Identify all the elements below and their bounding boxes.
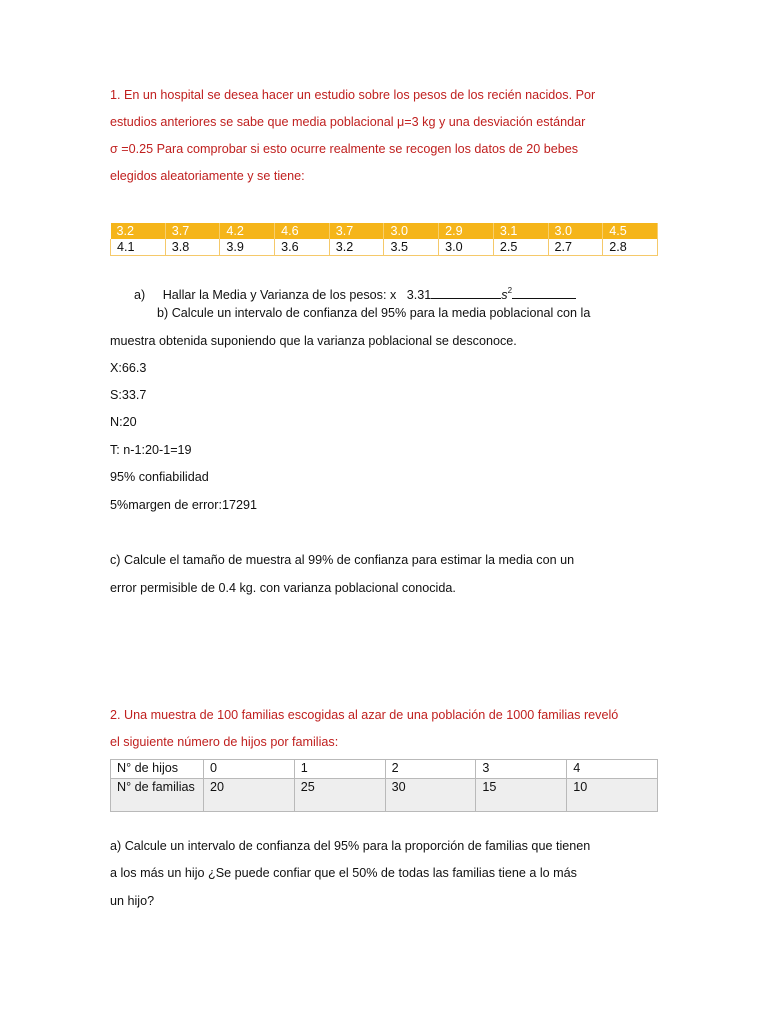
work-line-n: N:20 [110, 415, 137, 429]
part-b-line-1: b) Calcule un intervalo de confianza del 95% para la media poblacional con la [157, 306, 591, 320]
table-cell: 1 [294, 760, 385, 779]
table-cell: 30 [385, 779, 476, 812]
part-a-text: Hallar la Media y Varianza de los pesos: x [162, 288, 397, 302]
table-cell: 25 [294, 779, 385, 812]
table-cell: 3.2 [329, 239, 384, 256]
table-cell: 4.1 [111, 239, 166, 256]
table-cell: 4.6 [275, 223, 330, 239]
work-line-confidence: 95% confiabilidad [110, 470, 209, 484]
p2-part-a-line-1: a) Calcule un intervalo de confianza del 95% para la proporción de familias que tienen [110, 839, 591, 853]
table-cell: 20 [204, 779, 295, 812]
table-row [111, 223, 658, 239]
table-row [111, 779, 658, 812]
table-cell: 3 [476, 760, 567, 779]
table-cell: 3.5 [384, 239, 439, 256]
table-cell: 3.8 [165, 239, 220, 256]
table-cell: 4 [567, 760, 658, 779]
table-cell: 4.2 [220, 223, 275, 239]
variance-exponent: 2 [507, 286, 513, 295]
table-cell: 3.7 [329, 223, 384, 239]
problem1-line-3: σ =0.25 Para comprobar si esto ocurre realmente se recogen los datos de 20 bebes [110, 142, 579, 156]
mean-answer: 3.31 [406, 288, 432, 302]
table-cell: 2.7 [548, 239, 603, 256]
work-line-x: X:66.3 [110, 361, 147, 375]
table-cell: N° de hijos [111, 760, 204, 779]
problem2-line-1: 2. Una muestra de 100 familias escogidas al azar de una población de 1000 familias reveló [110, 708, 619, 722]
mean-blank[interactable] [431, 288, 501, 299]
part-a-line [134, 287, 576, 305]
table-cell: 3.0 [548, 223, 603, 239]
table-cell: N° de familias [111, 779, 204, 812]
table-cell: 3.0 [384, 223, 439, 239]
variance-symbol: s [501, 288, 508, 302]
table-cell: 4.5 [603, 223, 658, 239]
part-b-line-2: muestra obtenida suponiendo que la varianza poblacional se desconoce. [110, 334, 517, 348]
problem2-line-2: el siguiente número de hijos por familias: [110, 735, 339, 749]
table-cell: 2.5 [493, 239, 548, 256]
part-c-line-2: error permisible de 0.4 kg. con varianza poblacional conocida. [110, 581, 456, 595]
table-cell: 0 [204, 760, 295, 779]
problem1-line-1: 1. En un hospital se desea hacer un estudio sobre los pesos de los recién nacidos. Por [110, 88, 596, 102]
weights-table [110, 223, 658, 256]
table-cell: 3.0 [439, 239, 494, 256]
table-row [111, 760, 658, 779]
table-cell: 2 [385, 760, 476, 779]
table-cell: 3.1 [493, 223, 548, 239]
problem1-line-2: estudios anteriores se sabe que media poblacional μ=3 kg y una desviación estándar [110, 115, 586, 129]
table-cell: 3.7 [165, 223, 220, 239]
part-a-label: a) [134, 288, 146, 302]
part-c-line-1: c) Calcule el tamaño de muestra al 99% de confianza para estimar la media con un [110, 553, 575, 567]
table-cell: 3.2 [111, 223, 166, 239]
work-line-t: T: n-1:20-1=19 [110, 443, 192, 457]
table-row [111, 239, 658, 256]
table-cell: 3.9 [220, 239, 275, 256]
p2-part-a-line-2: a los más un hijo ¿Se puede confiar que el 50% de todas las familias tiene a lo más [110, 866, 577, 880]
table-cell: 3.6 [275, 239, 330, 256]
table-cell: 2.9 [439, 223, 494, 239]
p2-part-a-line-3: un hijo? [110, 894, 155, 908]
table-cell: 2.8 [603, 239, 658, 256]
variance-blank[interactable] [512, 288, 576, 299]
table-cell: 15 [476, 779, 567, 812]
work-line-margin: 5%margen de error:17291 [110, 498, 258, 512]
problem1-line-4: elegidos aleatoriamente y se tiene: [110, 169, 305, 183]
children-table [110, 759, 658, 812]
table-cell: 10 [567, 779, 658, 812]
work-line-s: S:33.7 [110, 388, 147, 402]
